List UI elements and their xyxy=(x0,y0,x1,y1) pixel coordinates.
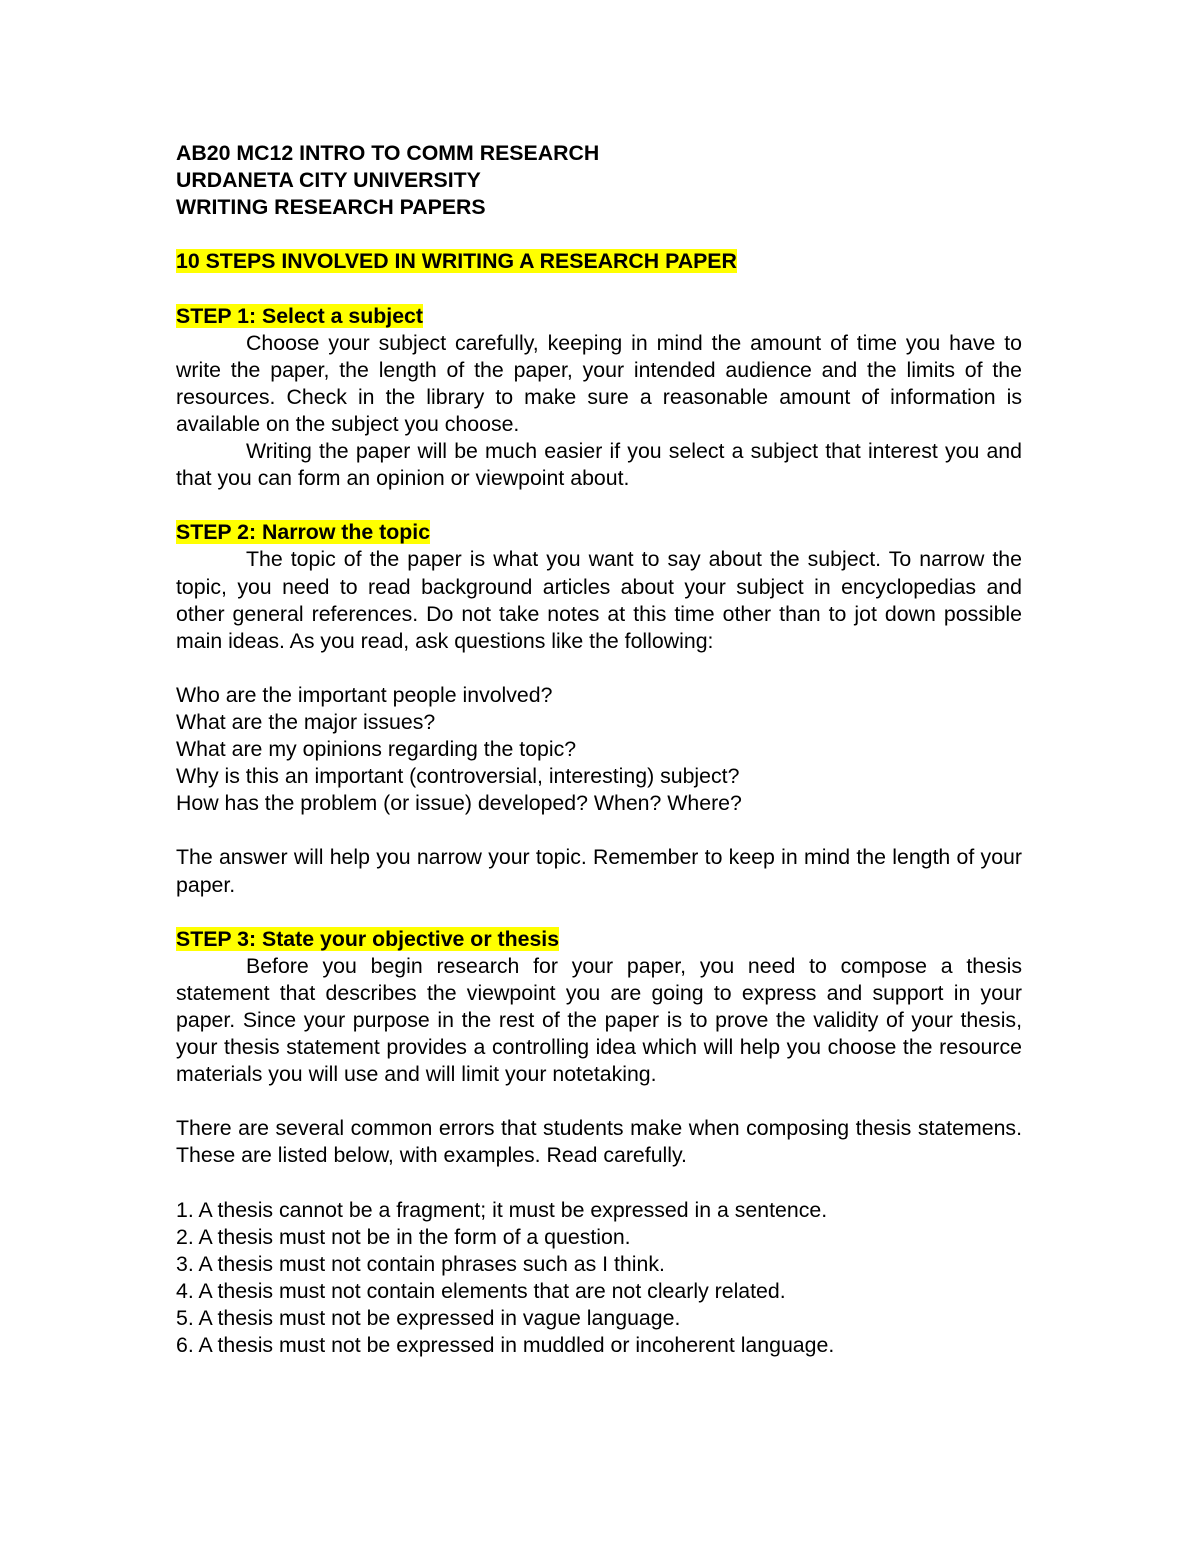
step-1-heading: STEP 1: Select a subject xyxy=(176,303,423,328)
list-item: 6. A thesis must not be expressed in muddled or incoherent language. xyxy=(176,1333,835,1358)
step-3-paragraph-1: Before you begin research for your paper, you need to compose a thesis statement that describes the viewpoint you are going to express and support in your paper. Since your purpose in the rest of the paper is to prove the validity of your thesis, your thesis statement provides a controlling idea which will help you choose the resource materials you will use and will limit your notetaking. xyxy=(176,953,1022,1087)
step-3-heading: STEP 3: State your objective or thesis xyxy=(176,926,560,951)
step-1-section xyxy=(176,303,1022,493)
list-item: Why is this an important (controversial, interesting) subject? xyxy=(176,764,740,789)
step-2-paragraph-1: The topic of the paper is what you want to say about the subject. To narrow the topic, you need to read background articles about your subject in encyclopedias and other general references. Do not take notes at this time other than to jot down possible main ideas. As you read, ask questions like the following: xyxy=(176,547,1022,653)
list-item: What are the major issues? xyxy=(176,709,436,734)
thesis-error-list xyxy=(176,1197,1022,1360)
document-title-heading: WRITING RESEARCH PAPERS xyxy=(176,195,486,220)
step-2-section xyxy=(176,519,1022,898)
list-item: What are my opinions regarding the topic? xyxy=(176,737,577,762)
step-2-paragraph-2: The answer will help you narrow your topic. Remember to keep in mind the length of your paper. xyxy=(176,845,1022,897)
step-3-paragraph-2: There are several common errors that students make when composing thesis statemens. These are listed below, with examples. Read carefully. xyxy=(176,1116,1022,1168)
step-1-paragraph-1: Choose your subject carefully, keeping in mind the amount of time you have to write the paper, the length of the paper, your intended audience and the limits of the resources. Check in the library to make sure a reasonable amount of information is available on the subject you choose. xyxy=(176,330,1022,436)
step-1-paragraph-2: Writing the paper will be much easier if you select a subject that interest you and that you can form an opinion or viewpoint about. xyxy=(176,439,1022,491)
question-list xyxy=(176,682,1022,817)
step-3-section xyxy=(176,926,1022,1360)
list-item: How has the problem (or issue) developed? When? Where? xyxy=(176,791,742,816)
document-page xyxy=(176,140,1022,1359)
university-name-heading: URDANETA CITY UNIVERSITY xyxy=(176,168,481,193)
step-2-heading: STEP 2: Narrow the topic xyxy=(176,520,431,545)
list-item: 4. A thesis must not contain elements that are not clearly related. xyxy=(176,1278,786,1303)
list-item: 1. A thesis cannot be a fragment; it must be expressed in a sentence. xyxy=(176,1197,828,1222)
list-item: 2. A thesis must not be in the form of a question. xyxy=(176,1224,631,1249)
course-code-heading: AB20 MC12 INTRO TO COMM RESEARCH xyxy=(176,141,600,165)
list-item: 5. A thesis must not be expressed in vague language. xyxy=(176,1306,681,1331)
list-item: Who are the important people involved? xyxy=(176,682,553,707)
main-heading: 10 STEPS INVOLVED IN WRITING A RESEARCH PAPER xyxy=(176,249,737,274)
list-item: 3. A thesis must not contain phrases such as I think. xyxy=(176,1251,665,1276)
